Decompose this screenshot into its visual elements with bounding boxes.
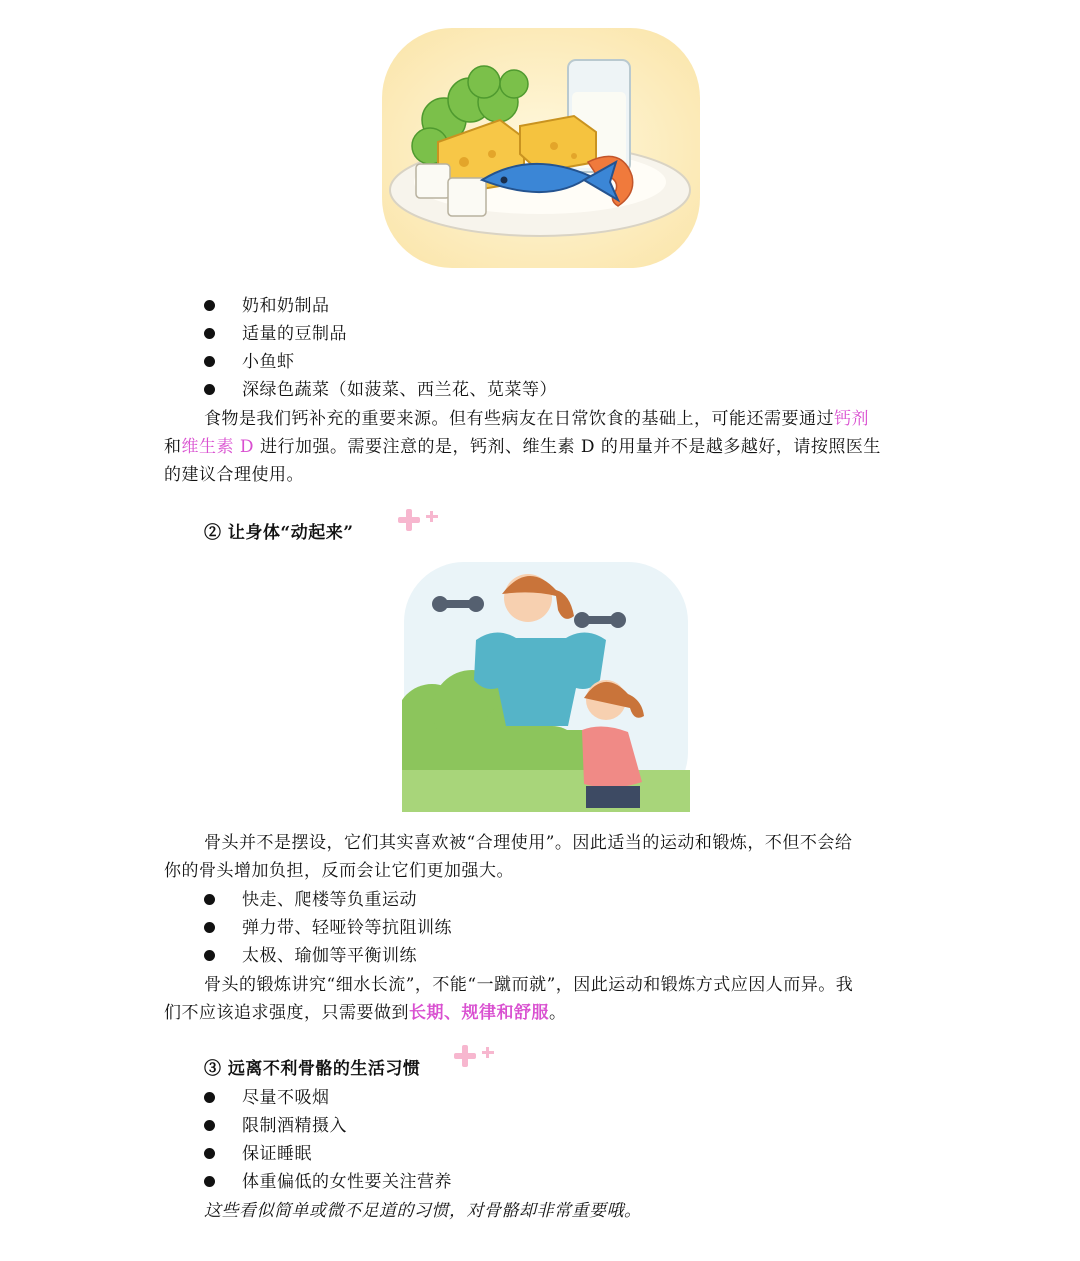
habit-list-item: 体重偏低的女性要关注营养 xyxy=(242,1172,452,1192)
paragraph-text: 和 xyxy=(164,437,182,457)
highlight-vitamin-d: 维生素 D xyxy=(181,437,255,457)
food-list-item: 奶和奶制品 xyxy=(242,296,330,316)
bullet-dot xyxy=(204,950,215,961)
food-list-item: 深绿色蔬菜（如菠菜、西兰花、苋菜等） xyxy=(242,380,557,400)
food-list-item: 适量的豆制品 xyxy=(242,324,347,344)
habit-list-item: 尽量不吸烟 xyxy=(242,1088,330,1108)
calcium-food-illustration xyxy=(374,22,706,276)
bullet-dot xyxy=(204,1176,215,1187)
paragraph-text: 进行加强。需要注意的是，钙剂、维生素 D 的用量并不是越多越好，请按照医生 xyxy=(254,437,881,457)
paragraph-line xyxy=(204,405,869,433)
bullet-dot xyxy=(204,894,215,905)
exercise-list-item: 弹力带、轻哑铃等抗阻训练 xyxy=(242,918,452,938)
paragraph-text: 们不应该追求强度，只需要做到 xyxy=(164,1003,409,1023)
paragraph-line xyxy=(164,999,567,1027)
bullet-dot xyxy=(204,1120,215,1131)
paragraph-text: 食物是我们钙补充的重要来源。但有些病友在日常饮食的基础上，可能还需要通过 xyxy=(204,409,834,429)
exercise-illustration xyxy=(402,560,690,814)
exercise-list-item: 快走、爬楼等负重运动 xyxy=(242,890,417,910)
section-heading: ③ 远离不利骨骼的生活习惯 xyxy=(204,1059,421,1079)
food-list-item: 小鱼虾 xyxy=(242,352,295,372)
bullet-dot xyxy=(204,1148,215,1159)
sparkle-plus-icon xyxy=(398,508,442,534)
highlight-calcium: 钙剂 xyxy=(834,409,869,429)
sparkle-plus-icon xyxy=(454,1044,498,1070)
bullet-dot xyxy=(204,356,215,367)
paragraph-line xyxy=(164,433,881,461)
highlight-habits: 长期、规律和舒服 xyxy=(409,1003,549,1023)
exercise-list-item: 太极、瑜伽等平衡训练 xyxy=(242,946,417,966)
paragraph-line: 你的骨头增加负担，反而会让它们更加强大。 xyxy=(164,861,514,881)
habit-list-item: 保证睡眠 xyxy=(242,1144,312,1164)
bullet-dot xyxy=(204,1092,215,1103)
paragraph-text: 。 xyxy=(549,1003,567,1023)
bullet-dot xyxy=(204,384,215,395)
bullet-dot xyxy=(204,328,215,339)
habit-list-item: 限制酒精摄入 xyxy=(242,1116,347,1136)
paragraph-line: 的建议合理使用。 xyxy=(164,465,304,485)
bullet-dot xyxy=(204,300,215,311)
bullet-dot xyxy=(204,922,215,933)
paragraph-line: 骨头的锻炼讲究“细水长流”，不能“一蹴而就”，因此运动和锻炼方式应因人而异。我 xyxy=(204,975,854,995)
closing-note: 这些看似简单或微不足道的习惯，对骨骼却非常重要哦。 xyxy=(204,1201,642,1221)
paragraph-line: 骨头并不是摆设，它们其实喜欢被“合理使用”。因此适当的运动和锻炼，不但不会给 xyxy=(204,833,853,853)
section-heading: ② 让身体“动起来” xyxy=(204,523,354,543)
